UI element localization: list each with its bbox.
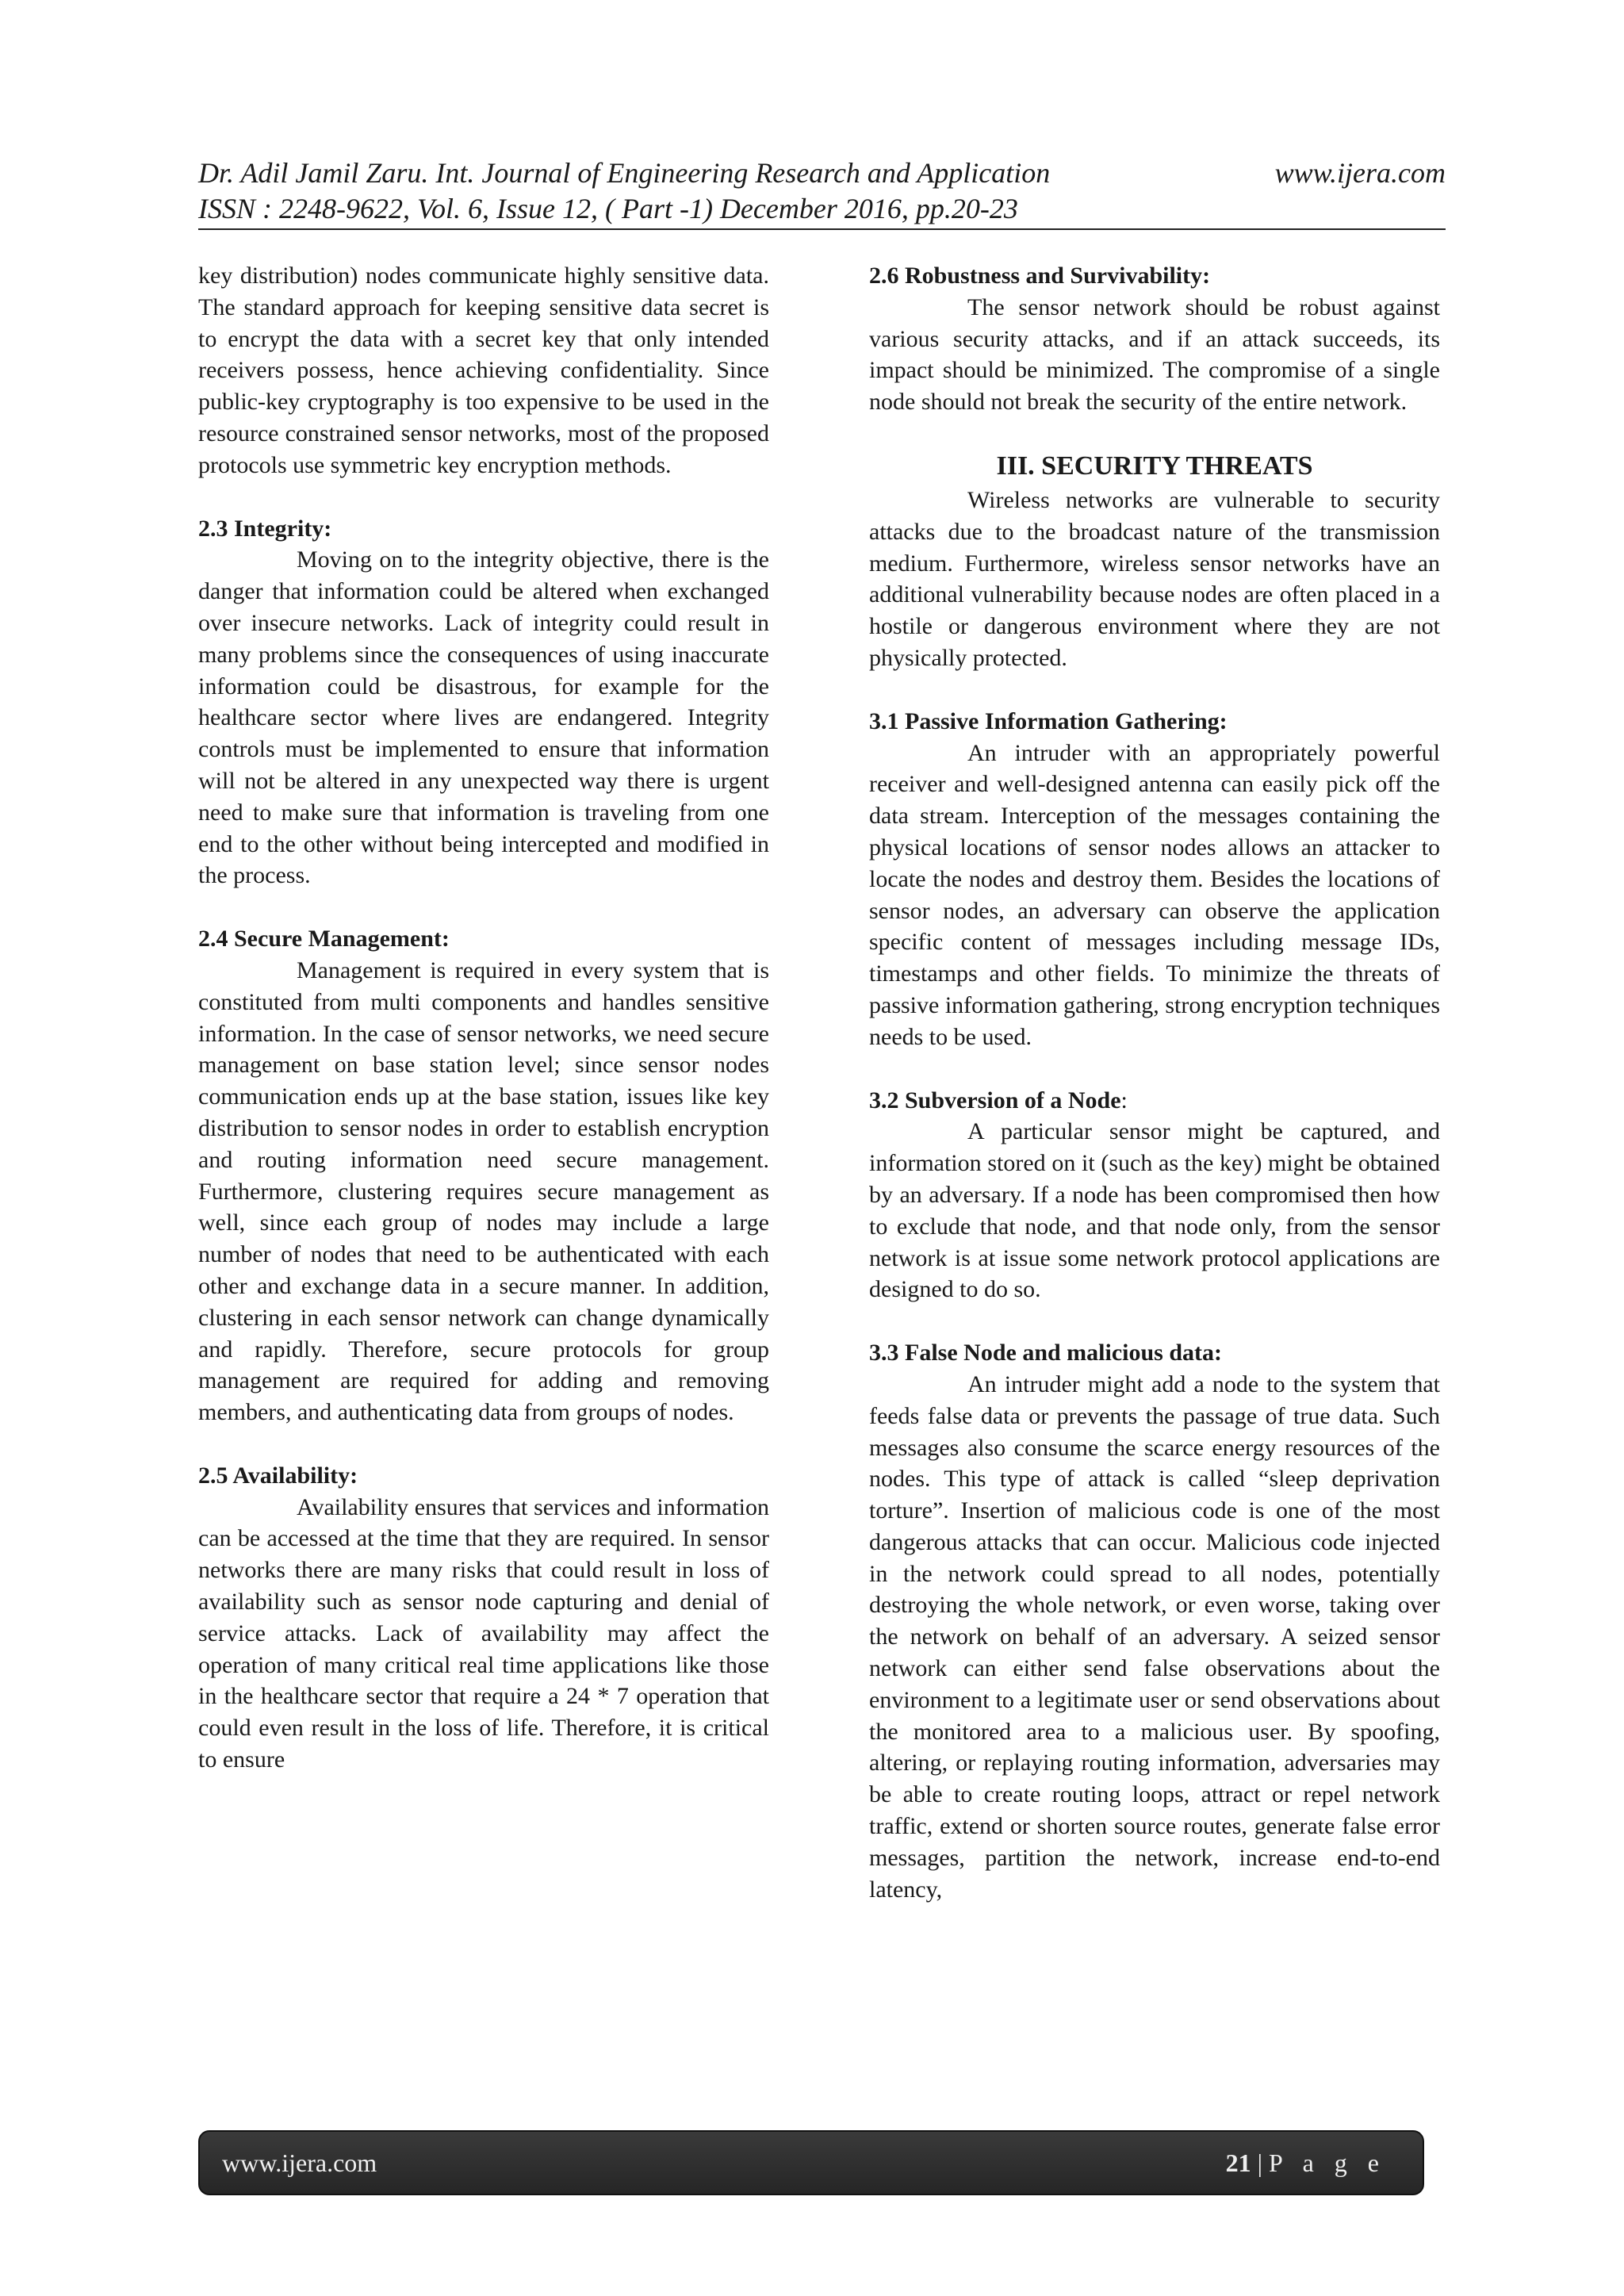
section-gap [869,1305,1440,1337]
intro-paragraph: key distribution) nodes communicate highly sensitive data. The standard approach for keeping sensitive data secret is to encrypt the data with a secret key that only intended receivers possess, hence achieving confidentiality. Since public-key cryptography is too expensive to be used in the resource constrained sensor networks, most of the proposed protocols use symmetric key encryption methods. [198,263,769,478]
footer-website[interactable]: www.ijera.com [222,2148,377,2177]
page-word: P a g e [1268,2148,1386,2177]
page-footer [198,2130,1424,2195]
section-3-3-heading: 3.3 False Node and malicious data: [869,1340,1223,1366]
section-2-3-heading: 2.3 Integrity: [198,515,332,542]
section-2-6-body: The sensor network should be robust against various security attacks, and if an attack succeeds, its impact should be minimized. The compromise of a single node should not break the security of the entire network. [869,293,1440,416]
section-gap [869,674,1440,706]
page-separator: | [1251,2148,1269,2177]
section-3-heading: III. SECURITY THREATS [996,450,1313,481]
right-column [869,260,1440,1905]
section-gap [198,1428,769,1460]
section-2-5-body: Availability ensures that services and information can be accessed at the time that they are required. In sensor networks there are many risks that could result in loss of availability such as sensor node capturing and denial of service attacks. Lack of availability may affect the operation of many critical real time applications like those in the healthcare sector that require a 24 * 7 operation that could even result in the loss of life. Therefore, it is critical to ensure [198,1493,769,1773]
header-divider [198,228,1446,230]
section-2-5-heading: 2.5 Availability: [198,1462,358,1489]
section-3-body: Wireless networks are vulnerable to security attacks due to the broadcast nature of the transmission medium. Furthermore, wireless sensor networks have an additional vulnerability because nodes are often placed in a hostile or dangerous environment where they are not physically protected. [869,486,1440,671]
section-gap [198,481,769,513]
section-gap [869,418,1440,450]
section-2-6-heading: 2.6 Robustness and Survivability: [869,263,1211,289]
section-3-1-body: An intruder with an appropriately powerful receiver and well-designed antenna can easily pick off the data stream. Interception of the messages containing the physical locations of sensor nodes allows an attacker to locate the nodes and destroy them. Besides the locations of sensor nodes, an adversary can observe the application specific content of messages including message IDs, timestamps and other fields. To minimize the threats of passive information gathering, strong encryption techniques needs to be used. [869,739,1440,1050]
section-2-3-body: Moving on to the integrity objective, there is the danger that information could be altered when exchanged over insecure networks. Lack of integrity could result in many problems since the consequences of using inaccurate information could be disastrous, for example for the healthcare sector where lives are endangered. Integrity controls must be implemented to ensure that information will not be altered in any unexpected way there is urgent need to make sure that information is traveling from one end to the other without being intercepted and modified in the process. [198,546,769,889]
section-3-1-heading: 3.1 Passive Information Gathering: [869,707,1228,734]
issn-line: ISSN : 2248-9622, Vol. 6, Issue 12, ( Part -1) December 2016, pp.20-23 [198,193,1018,224]
section-3-3-body: An intruder might add a node to the system that feeds false data or prevents the passage of true data. Such messages also consume the scarce energy resources of the nodes. This type of attack is called “sleep deprivation torture”. Insertion of malicious code is one of the most dangerous attacks that can occur. Malicious code injected in the network could spread to all nodes, potentially destroying the whole network, or even worse, taking over the network on behalf of an adversary. A seized sensor network can either send false observations about the environment to a legitimate user or send observations about the monitored area to a malicious user. By spoofing, altering, or replaying routing information, adversaries may be able to create routing loops, attract or repel network traffic, extend or shorten source routes, generate false error messages, partition the network, increase end-to-end latency, [869,1370,1440,1903]
page-number: 21 [1225,2148,1251,2177]
running-header [198,155,1446,227]
left-column [198,260,769,1776]
section-3-2-title: 3.2 Subversion of a Node [869,1087,1121,1114]
section-3-2-body: A particular sensor might be captured, and information stored on it (such as the key) might be obtained by an adversary. If a node has been compromised then how to exclude that node, and that node only, from the sensor network is at issue some network protocol applications are designed to do so. [869,1118,1440,1303]
section-3-2-heading [869,1085,1440,1117]
section-2-4-heading: 2.4 Secure Management: [198,926,450,953]
page-indicator [1226,2148,1386,2178]
journal-website[interactable]: www.ijera.com [1274,157,1446,189]
journal-citation: Dr. Adil Jamil Zaru. Int. Journal of Engineering Research and Application [198,157,1051,189]
section-gap [869,1053,1440,1085]
section-2-4-body: Management is required in every system that is constituted from multi components and handles sensitive information. In the case of sensor networks, we need secure management on base station level; since sensor nodes communication ends up at the base station, issues like key distribution to sensor nodes in order to establish encryption and routing information need secure management. Furthermore, clustering requires secure management as well, since each group of nodes may include a large number of nodes that need to be authenticated with each other and exchange data in a secure manner. In addition, clustering in each sensor network can change dynamically and rapidly. Therefore, secure protocols for group management are required for adding and removing members, and authenticating data from groups of nodes. [198,956,769,1426]
section-3-2-colon: : [1120,1087,1128,1114]
section-gap [198,891,769,923]
